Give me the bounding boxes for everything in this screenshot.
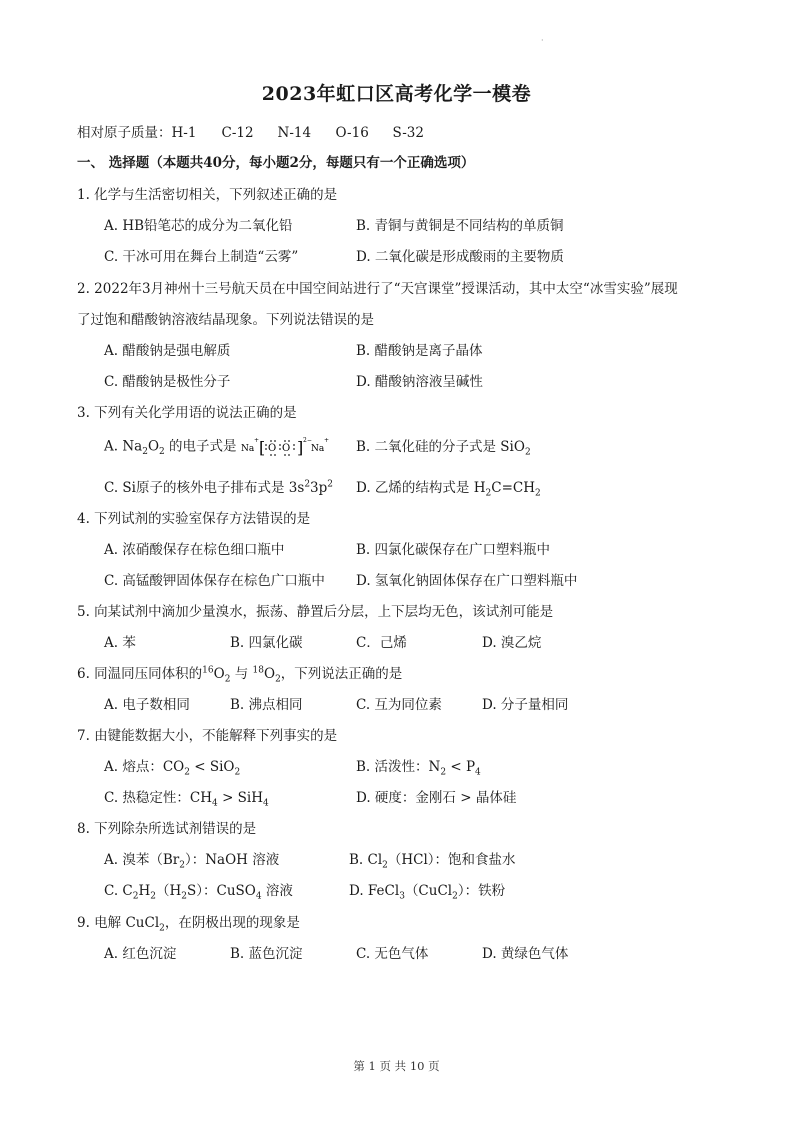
q7-option-c: C. 热稳定性：$CH_4 > SiH_4$ xyxy=(104,790,269,809)
q7-option-d: D. 硬度：金刚石 > 晶体硅 xyxy=(356,790,517,806)
question-6-stem: 6. 同温同压同体积的$^{16}O_2$ 与 $^{18}O_2$，下列说法正确的是 xyxy=(77,665,403,685)
q5-option-d: D. 溴乙烷 xyxy=(482,635,542,651)
q9-option-a: A. 红色沉淀 xyxy=(104,946,177,962)
atomic-masses xyxy=(77,124,424,142)
lewis-o-2: O xyxy=(281,443,291,454)
mass-item: O-16 xyxy=(335,125,369,141)
na2o2-electron-formula xyxy=(241,436,329,458)
q8-option-b: B. $Cl_2(HCl)$：饱和食盐水 xyxy=(349,852,516,871)
svg-text:[: [ xyxy=(258,438,266,457)
q9-option-b: B. 蓝色沉淀 xyxy=(230,946,303,962)
q4-option-c: C. 高锰酸钾固体保存在棕色广口瓶中 xyxy=(104,573,325,589)
section-heading: 一、 选择题（本题共40分，每小题2分，每题只有一个正确选项） xyxy=(77,155,475,171)
q8-option-d: D. FeCl$_3$（CuCl$_2$）：铁粉 xyxy=(349,883,506,902)
q6-option-c: C. 互为同位素 xyxy=(356,697,442,713)
svg-text:+: + xyxy=(253,437,259,444)
page-title: 2023年虹口区高考化学一模卷 xyxy=(261,83,532,105)
q8-option-a: A. 溴苯$(Br_2)$：NaOH 溶液 xyxy=(104,852,280,871)
q6-option-a: A. 电子数相同 xyxy=(104,697,190,713)
q4-option-a: A. 浓硝酸保存在棕色细口瓶中 xyxy=(104,542,285,558)
q7-option-b: B. 活泼性：$N_2 < P_4$ xyxy=(356,759,481,778)
question-7-stem: 7. 由键能数据大小，不能解释下列事实的是 xyxy=(77,728,338,744)
q9-option-d: D. 黄绿色气体 xyxy=(482,946,569,962)
question-1-stem: 1. 化学与生活密切相关，下列叙述正确的是 xyxy=(77,187,338,203)
question-8-stem: 8. 下列除杂所选试剂错误的是 xyxy=(77,821,257,837)
masses-label: 相对原子质量： xyxy=(77,125,172,141)
svg-text:]: ] xyxy=(296,438,304,457)
question-3-stem: 3. 下列有关化学用语的说法正确的是 xyxy=(77,405,297,421)
q6-option-b: B. 沸点相同 xyxy=(230,697,303,713)
q1-option-d: D. 二氧化碳是形成酸雨的主要物质 xyxy=(356,249,564,265)
q7-option-a: A. 熔点：$CO_2 < SiO_2$ xyxy=(104,759,241,778)
q3-option-b: B. 二氧化硅的分子式是 SiO$_2$ xyxy=(356,439,531,458)
q5-option-a: A. 苯 xyxy=(104,635,136,651)
lewis-na-right: Na xyxy=(310,444,325,454)
mass-item: N-14 xyxy=(277,125,312,141)
q3-option-c: C. Si原子的核外电子排布式是 $3s^23p^2$ xyxy=(104,479,334,496)
q4-option-d: D. 氢氧化钠固体保存在广口塑料瓶中 xyxy=(356,573,578,589)
lewis-o-1: O xyxy=(267,443,277,454)
q6-option-d: D. 分子量相同 xyxy=(482,697,569,713)
mass-item: C-12 xyxy=(221,125,254,141)
q3-option-d: D. 乙烯的结构式是 $H_2C=CH_2$ xyxy=(356,480,541,499)
q1-option-a: A. HB铅笔芯的成分为二氧化铅 xyxy=(104,218,293,234)
svg-text:+: + xyxy=(323,437,329,444)
question-5-stem: 5. 向某试剂中滴加少量溴水，振荡、静置后分层，上下层均无色，该试剂可能是 xyxy=(77,604,554,620)
question-4-stem: 4. 下列试剂的实验室保存方法错误的是 xyxy=(77,511,311,527)
q2-option-c: C. 醋酸钠是极性分子 xyxy=(104,374,231,390)
page-number-footer: 第 1 页 共 10 页 xyxy=(353,1059,440,1073)
lewis-charge: 2− xyxy=(302,437,312,444)
mass-item: H-1 xyxy=(171,125,197,141)
mass-item: S-32 xyxy=(392,125,424,141)
q5-option-c: C．己烯 xyxy=(356,635,407,651)
q2-option-a: A. 醋酸钠是强电解质 xyxy=(104,343,231,359)
question-9-stem: 9. 电解 CuCl$_2$，在阴极出现的现象是 xyxy=(77,915,300,934)
lewis-na-left: Na xyxy=(240,444,255,454)
q2-option-d: D. 醋酸钠溶液呈碱性 xyxy=(356,374,483,390)
q1-option-b: B. 青铜与黄铜是不同结构的单质铜 xyxy=(356,218,564,234)
q3-option-a: A. $Na_2O_2$ 的电子式是 Na + [ O O ] 2− Na + xyxy=(104,437,329,458)
q9-option-c: C. 无色气体 xyxy=(356,946,429,962)
q2-option-b: B. 醋酸钠是离子晶体 xyxy=(356,343,483,359)
header-mark: · xyxy=(541,36,544,45)
question-2-stem-line2: 了过饱和醋酸钠溶液结晶现象。下列说法错误的是 xyxy=(77,312,374,328)
question-2-stem-line1: 2. 2022年3月神州十三号航天员在中国空间站进行了“天宫课堂”授课活动，其中太空“冰雪实验”展现 xyxy=(77,281,678,297)
q8-option-c: C. $C_2H_2(H_2S)$：CuSO$_4$ 溶液 xyxy=(104,883,293,902)
q5-option-b: B. 四氯化碳 xyxy=(230,635,303,651)
q1-option-c: C. 干冰可用在舞台上制造“云雾” xyxy=(104,249,299,265)
q4-option-b: B. 四氯化碳保存在广口塑料瓶中 xyxy=(356,542,551,558)
